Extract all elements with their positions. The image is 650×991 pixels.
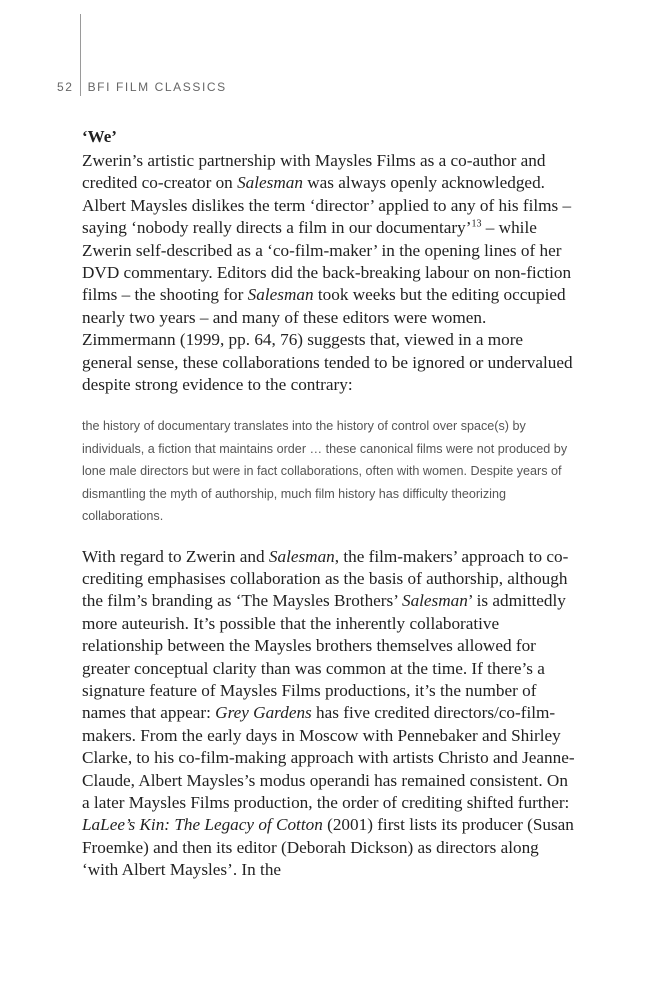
film-title: Salesman [268,546,335,566]
text-run: With regard to Zwerin and [82,546,269,566]
running-head [57,80,227,94]
text-run: took weeks but the editing occupied nearly two years – and many of these editors were women. Zimmermann (1999, pp. 64, 76) suggests that, viewed in a more general sense, these collaborations tended to be ignored or undervalued despite strong evidence to the contrary: [82,285,573,395]
section-heading: ‘We’ [82,127,117,146]
text-run: , the film-makers’ approach to co-crediting emphasises collaboration as the basis of authorship, although the film’s branding as ‘The Maysles Brothers’ [82,546,569,611]
page-number: 52 [57,80,74,94]
film-title: Grey Gardens [215,703,312,723]
film-title: Salesman [401,591,468,611]
footnote-marker: 13 [471,218,482,230]
series-title: BFI FILM CLASSICS [87,80,227,94]
block-quote: the history of documentary translates into the history of control over space(s) by individuals, a fiction that maintains order … these canonical films were not produced by lone male directors but were in fact collaborations, often with women. Despite years of dismantling the myth of authorship, much film history has difficulty theorizing collaborations. [82,419,568,524]
text-run: was always openly acknowledged. Albert Maysles dislikes the term ‘director’ applied to any of his films – saying ‘nobody really directs a film in our documentary’ [82,173,572,238]
text-run: ’ is admittedly more auteurish. It’s possible that the inherently collaborative relationship between the Maysles brothers themselves allowed for greater conceptual clarity than was common at the time. If there’s a signature feature of Maysles Films productions, it’s the number of names that appear: [82,591,566,723]
film-title: Salesman [247,285,314,305]
running-head-divider [80,81,81,93]
text-run: Zwerin’s artistic partnership with Maysles Films as a co-author and credited co-creator on [82,151,546,193]
body-paragraph [82,150,577,396]
text-run: has five credited directors/co-film-makers. From the early days in Moscow with Pennebaker and Shirley Clarke, to his co-film-making approach with artists Christo and Jeanne-Claude, Albert Maysles’s modus operandi has remained consistent. On a later Maysles Films production, the order of crediting shifted further: [82,703,575,812]
film-title: Salesman [237,173,303,193]
text-run: – while Zwerin self-described as a ‘co-film-maker’ in the opening lines of her DVD commentary. Editors did the back-breaking labour on non-fiction films – the shooting for [82,218,572,305]
film-title: LaLee’s Kin: The Legacy of Cotton [82,815,323,835]
page-body [82,126,577,882]
body-paragraph [82,546,577,882]
text-run: (2001) first lists its producer (Susan Froemke) and then its editor (Deborah Dickson) as directors along ‘with Albert Maysles’. In the [82,815,574,880]
